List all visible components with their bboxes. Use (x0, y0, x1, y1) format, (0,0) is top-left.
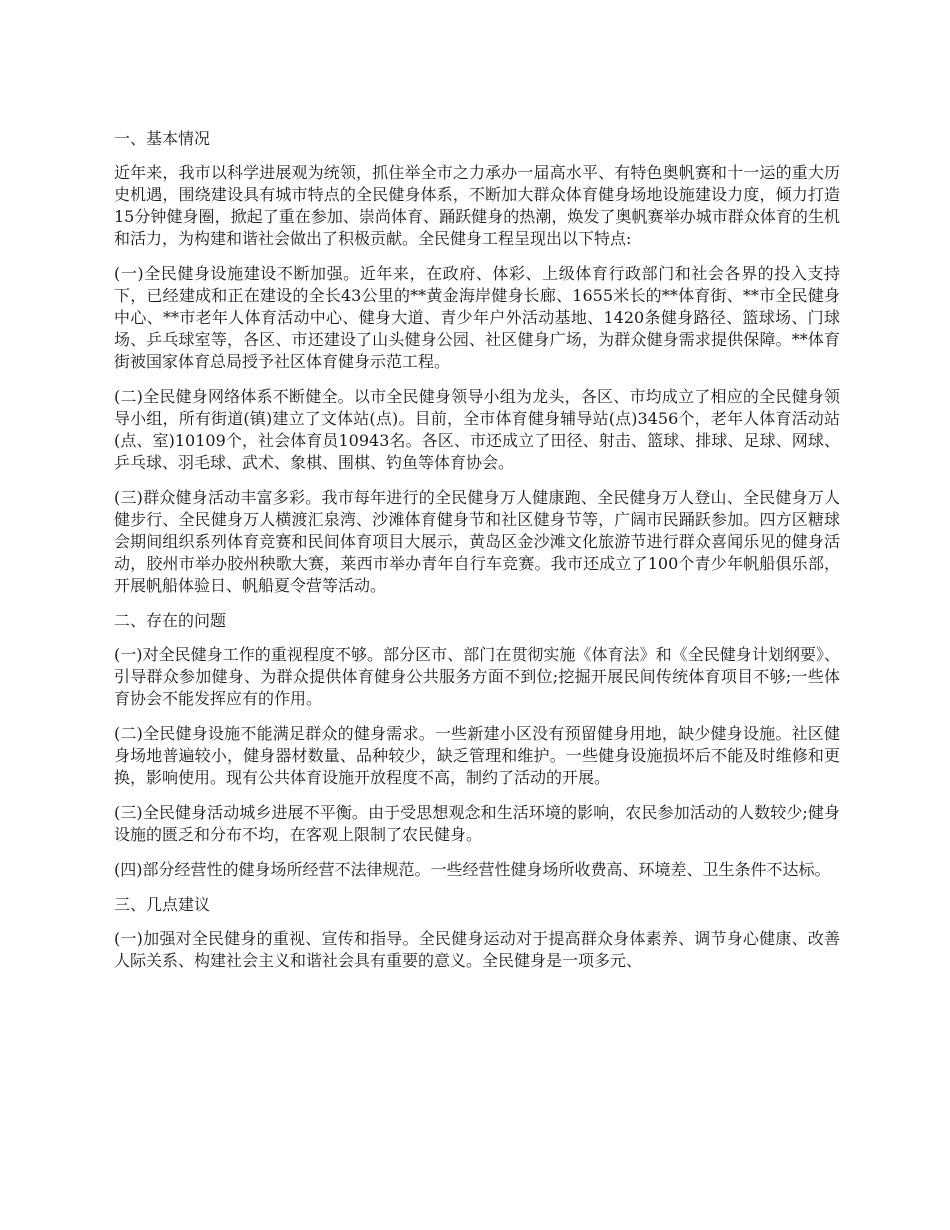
section-heading-problems: 二、存在的问题 (114, 611, 227, 630)
paragraph-network: (二)全民健身网络体系不断健全。以市全民健身领导小组为龙头，各区、市均成立了相应的全民健身领导小组，所有街道(镇)建立了文体站(点)。目前，全市体育健身辅导站(点)3456个，老年人体育活动站(点、室)10109个，社会体育员10943名。各区、市还成立了田径、射击、篮球、排球、足球、网球、乒乓球、羽毛球、武术、象棋、围棋、钓鱼等体育协会。 (114, 387, 840, 472)
paragraph-facilities: (一)全民健身设施建设不断加强。近年来，在政府、体彩、上级体育行政部门和社会各界的投入支持下，已经建成和正在建设的全长43公里的**黄金海岸健身长廊、1655米长的**体育街、**市全民健身中心、**市老年人体育活动中心、健身大道、青少年户外活动基地、1420条健身路径、篮球场、门球场、乒乓球室等，各区、市还建设了山头健身公园、社区健身广场，为群众健身需求提供保障。**体育街被国家体育总局授予社区体育健身示范工程。 (114, 264, 840, 371)
paragraph-activities: (三)群众健身活动丰富多彩。我市每年进行的全民健身万人健康跑、全民健身万人登山、全民健身万人健步行、全民健身万人横渡汇泉湾、沙滩体育健身节和社区健身节等，广阔市民踊跃参加。四方区糖球会期间组织系列体育竞赛和民间体育项目大展示，黄岛区金沙滩文化旅游节进行群众喜闻乐见的健身活动，胶州市举办胶州秧歌大赛，莱西市举办青年自行车竞赛。我市还成立了100个青少年帆船俱乐部，开展帆船体验日、帆船夏令营等活动。 (114, 488, 840, 595)
paragraph-problem-urban-rural: (三)全民健身活动城乡进展不平衡。由于受思想观念和生活环境的影响，农民参加活动的人数较少;健身设施的匮乏和分布不均，在客观上限制了农民健身。 (114, 803, 840, 844)
document-page (114, 128, 840, 985)
paragraph-problem-attention: (一)对全民健身工作的重视程度不够。部分区市、部门在贯彻实施《体育法》和《全民健身计划纲要》、引导群众参加健身、为群众提供体育健身公共服务方面不到位;挖掘开展民间传统体育项目不够;一些体育协会不能发挥应有的作用。 (114, 645, 840, 708)
paragraph-intro: 近年来，我市以科学进展观为统领，抓住举全市之力承办一届高水平、有特色奥帆赛和十一运的重大历史机遇，围绕建设具有城市特点的全民健身体系，不断加大群众体育健身场地设施建设力度，倾力打造15分钟健身圈，掀起了重在参加、崇尚体育、踊跃健身的热潮，焕发了奥帆赛举办城市群众体育的生机和活力，为构建和谐社会做出了积极贡献。全民健身工程呈现出以下特点: (114, 163, 840, 248)
paragraph-problem-facilities: (二)全民健身设施不能满足群众的健身需求。一些新建小区没有预留健身用地，缺少健身设施。社区健身场地普遍较小，健身器材数量、品种较少，缺乏管理和维护。一些健身设施损坏后不能及时维修和更换，影响使用。现有公共体育设施开放程度不高，制约了活动的开展。 (114, 724, 840, 787)
paragraph-suggestion-1: (一)加强对全民健身的重视、宣传和指导。全民健身运动对于提高群众身体素养、调节身心健康、改善人际关系、构建社会主义和谐社会具有重要的意义。全民健身是一项多元、 (114, 929, 840, 970)
paragraph-problem-commercial: (四)部分经营性的健身场所经营不法律规范。一些经营性健身场所收费高、环境差、卫生条件不达标。 (114, 860, 831, 879)
section-heading-suggestions: 三、几点建议 (114, 895, 211, 914)
section-heading-basic-situation: 一、基本情况 (114, 129, 211, 148)
